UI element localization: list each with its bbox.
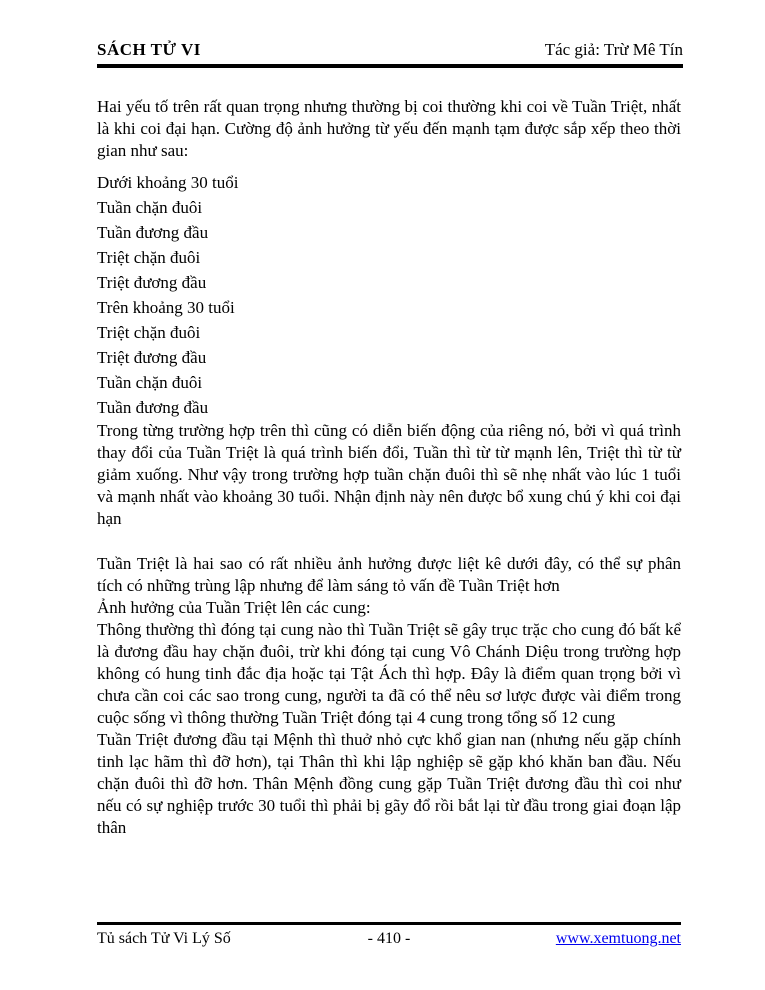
page-header: [97, 40, 683, 68]
paragraph-section-heading: Ảnh hưởng của Tuần Triệt lên các cung:: [97, 598, 371, 617]
paragraph-intro: Hai yếu tố trên rất quan trọng nhưng thường bị coi thường khi coi về Tuần Triệt, nhất là khi coi đại hạn. Cường độ ảnh hưởng từ yếu đến mạnh tạm được sắp xếp theo thời gian như sau:: [97, 97, 681, 160]
paragraph-variation: Trong từng trường hợp trên thì cũng có diễn biến động của riêng nó, bởi vì quá trình thay đổi của Tuần Triệt là quá trình biến đổi, Tuần thì từ từ mạnh lên, Triệt thì từ từ giảm xuống. Như vậy trong trường hợp tuần chặn đuôi thì sẽ nhẹ nhất vào lúc 1 tuổi và mạnh nhất vào khoảng 30 tuổi. Nhận định này nên được bổ xung chú ý khi coi đại hạn: [97, 421, 681, 528]
list-item: Trên khoảng 30 tuổi: [97, 298, 235, 317]
paragraph-cung-effects: Thông thường thì đóng tại cung nào thì Tuần Triệt sẽ gây trục trặc cho cung đó bất kể là đương đầu hay chặn đuôi, trừ khi đóng tại cung Vô Chánh Diệu trong trường hợp không có hung tinh đắc địa hoặc tại Tật Ách thì hợp. Đây là điểm quan trọng bởi vì chưa cần coi các sao trong cung, người ta đã có thể nêu sơ lược được vài điểm trong cuộc sống vì thông thường Tuần Triệt đóng tại 4 cung trong tổng số 12 cung: [97, 620, 681, 727]
list-item: Tuần chặn đuôi: [97, 198, 203, 217]
influence-order-list: [97, 170, 681, 420]
list-item: Triệt chặn đuôi: [97, 323, 201, 342]
header-book-title: SÁCH TỬ VI: [97, 40, 201, 59]
list-item: Tuần chặn đuôi: [97, 373, 203, 392]
paragraph-menh-than: Tuần Triệt đương đầu tại Mệnh thì thuở nhỏ cực khổ gian nan (nhưng nếu gặp chính tinh lạc hãm thì đỡ hơn), tại Thân thì khi lập nghiệp sẽ gặp khó khăn ban đầu. Nếu chặn đuôi thì đỡ hơn. Thân Mệnh đồng cung gặp Tuần Triệt đương đầu thì coi như nếu có sự nghiệp trước 30 tuổi thì phải bị gãy đổ rồi bắt lại từ đầu trong giai đoạn lập thân: [97, 730, 681, 837]
header-author: Tác giả: Trừ Mê Tín: [544, 40, 683, 59]
list-item: Triệt đương đầu: [97, 348, 207, 367]
paragraph-overview: Tuần Triệt là hai sao có rất nhiều ảnh hưởng được liệt kê dưới đây, có thể sự phân tích có những trùng lập nhưng để làm sáng tỏ vấn đề Tuần Triệt hơn: [97, 554, 681, 595]
page-footer: [97, 922, 681, 948]
list-item: Triệt đương đầu: [97, 273, 207, 292]
footer-page-number: - 410 -: [367, 930, 411, 947]
list-item: Triệt chặn đuôi: [97, 248, 201, 267]
list-item: Tuần đương đầu: [97, 223, 209, 242]
list-item: Tuần đương đầu: [97, 398, 209, 417]
list-item: Dưới khoảng 30 tuổi: [97, 173, 239, 192]
page-body: [97, 96, 681, 839]
footer-series-title: Tủ sách Tử Vi Lý Số: [97, 930, 231, 947]
footer-website-link[interactable]: www.xemtuong.net: [555, 930, 681, 947]
